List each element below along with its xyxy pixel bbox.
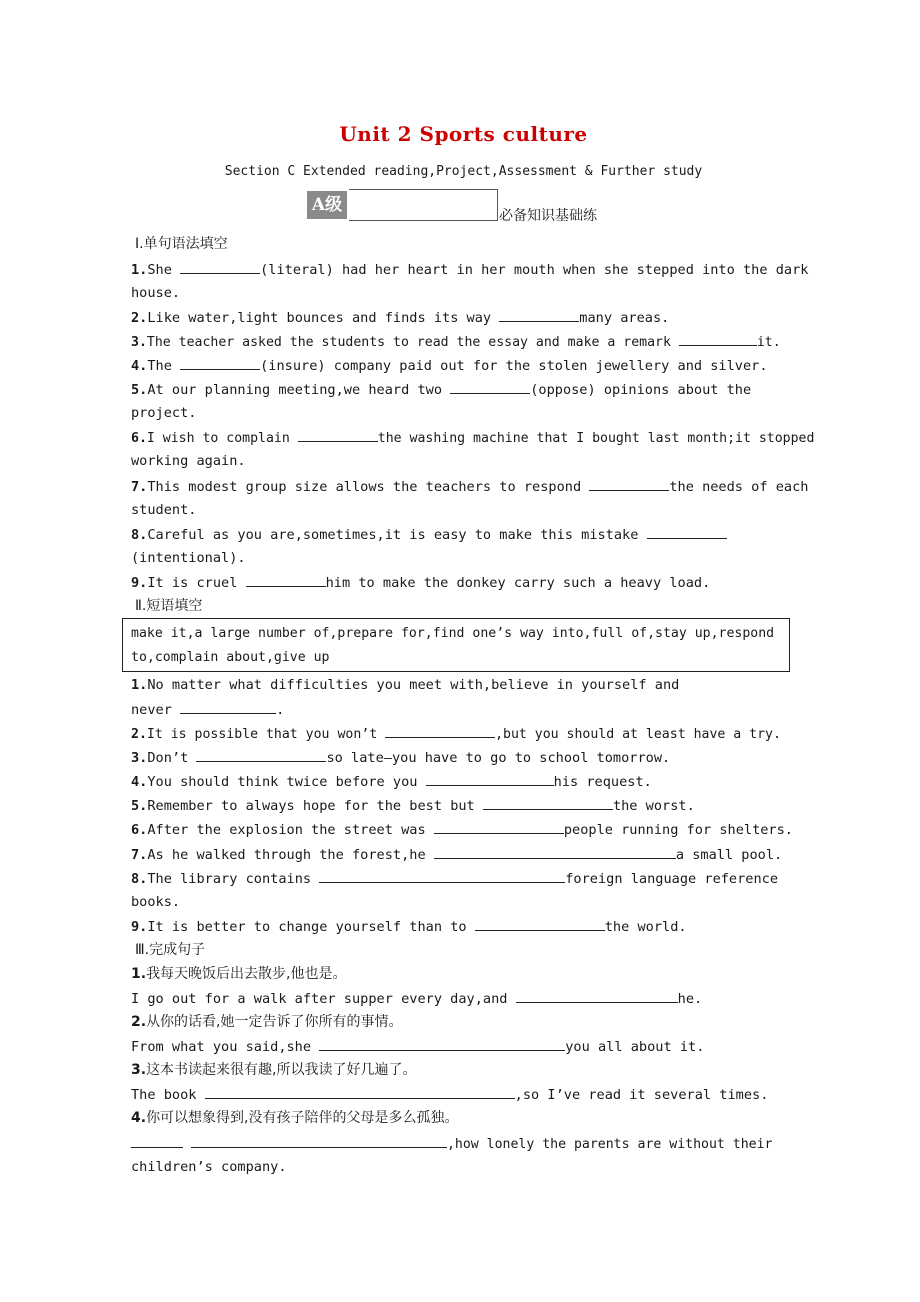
phrase-bank-line1: make it,a large number of,prepare for,find one’s way into,full of,stay up,respond (131, 626, 775, 641)
answer-blank[interactable] (131, 1133, 183, 1148)
s2-q3: 3.Don’t so late—you have to go to school tomorrow. (131, 747, 670, 768)
answer-blank[interactable] (180, 259, 260, 274)
phrase-bank-line2: to,complain about,give up (131, 650, 330, 665)
s1-q5-cont: project. (131, 405, 197, 421)
answer-blank[interactable] (434, 844, 676, 859)
answer-blank[interactable] (205, 1084, 515, 1099)
s2-q2: 2.It is possible that you won’t ,but you should at least have a try. (131, 723, 781, 745)
level-label: 必备知识基础练 (499, 208, 597, 224)
s3-q4-cont: children’s company. (131, 1159, 287, 1175)
answer-blank[interactable] (450, 379, 530, 394)
answer-blank[interactable] (298, 427, 378, 442)
s2-q7: 7.As he walked through the forest,he a small pool. (131, 844, 782, 865)
answer-blank[interactable] (385, 723, 495, 738)
answer-blank[interactable] (475, 916, 605, 931)
s2-q1-cont: never . (131, 699, 284, 720)
s3-q4: ,how lonely the parents are without their (131, 1133, 772, 1155)
answer-blank[interactable] (319, 1036, 565, 1051)
s1-q4: 4.The (insure) company paid out for the stolen jewellery and silver. (131, 355, 768, 376)
answer-blank[interactable] (434, 819, 564, 834)
s2-q4: 4.You should think twice before you his request. (131, 771, 652, 792)
answer-blank[interactable] (679, 331, 757, 346)
s3-q1-zh: 1.我每天晚饭后出去散步,他也是。 (131, 966, 347, 982)
s1-q9: 9.It is cruel him to make the donkey carry such a heavy load. (131, 572, 710, 593)
section3-heading: Ⅲ.完成句子 (135, 942, 206, 958)
s3-q1: I go out for a walk after supper every day,and he. (131, 988, 702, 1009)
answer-blank[interactable] (483, 795, 613, 810)
answer-blank[interactable] (319, 868, 565, 883)
level-box (349, 189, 498, 221)
s1-q1-cont: house. (131, 285, 181, 301)
unit-title: Unit 2 Sports culture (339, 122, 588, 146)
level-badge: A级 (307, 191, 347, 219)
answer-blank[interactable] (516, 988, 678, 1003)
s1-q6: 6.I wish to complain the washing machine that I bought last month;it stopped (131, 427, 814, 449)
s2-q8-cont: books. (131, 894, 181, 910)
answer-blank[interactable] (499, 307, 579, 322)
s1-q5: 5.At our planning meeting,we heard two (oppose) opinions about the (131, 379, 751, 400)
s2-q6: 6.After the explosion the street was people running for shelters. (131, 819, 793, 840)
s3-q4-zh: 4.你可以想象得到,没有孩子陪伴的父母是多么孤独。 (131, 1110, 459, 1126)
s3-q2-zh: 2.从你的话看,她一定告诉了你所有的事情。 (131, 1014, 403, 1030)
answer-blank[interactable] (426, 771, 554, 786)
section2-heading: Ⅱ.短语填空 (135, 598, 203, 614)
s1-q6-cont: working again. (131, 453, 246, 469)
section-subtitle: Section C Extended reading,Project,Assessment & Further study (224, 164, 703, 179)
s3-q3-zh: 3.这本书读起来很有趣,所以我读了好几遍了。 (131, 1062, 417, 1078)
answer-blank[interactable] (191, 1133, 447, 1148)
s1-q7-cont: student. (131, 502, 197, 518)
s1-q8-cont: (intentional). (131, 550, 246, 566)
s1-q2: 2.Like water,light bounces and finds its way many areas. (131, 307, 669, 328)
s2-q5: 5.Remember to always hope for the best but the worst. (131, 795, 695, 816)
s2-q8: 8.The library contains foreign language reference (131, 868, 778, 889)
answer-blank[interactable] (180, 355, 260, 370)
s3-q3: The book ,so I’ve read it several times. (131, 1084, 768, 1105)
s1-q3: 3.The teacher asked the students to read the essay and make a remark it. (131, 331, 781, 353)
answer-blank[interactable] (180, 699, 276, 714)
s1-q7: 7.This modest group size allows the teachers to respond the needs of each (131, 476, 808, 497)
s1-q8: 8.Careful as you are,sometimes,it is easy to make this mistake (131, 524, 727, 545)
section1-heading: Ⅰ.单句语法填空 (135, 236, 228, 252)
answer-blank[interactable] (647, 524, 727, 539)
s2-q1: 1.No matter what difficulties you meet with,believe in yourself and (131, 677, 680, 693)
s2-q9: 9.It is better to change yourself than to the world. (131, 916, 687, 937)
answer-blank[interactable] (246, 572, 326, 587)
s3-q2: From what you said,she you all about it. (131, 1036, 704, 1057)
s1-q1: 1.She (literal) had her heart in her mouth when she stepped into the dark (131, 259, 808, 280)
answer-blank[interactable] (589, 476, 669, 491)
answer-blank[interactable] (196, 747, 326, 762)
